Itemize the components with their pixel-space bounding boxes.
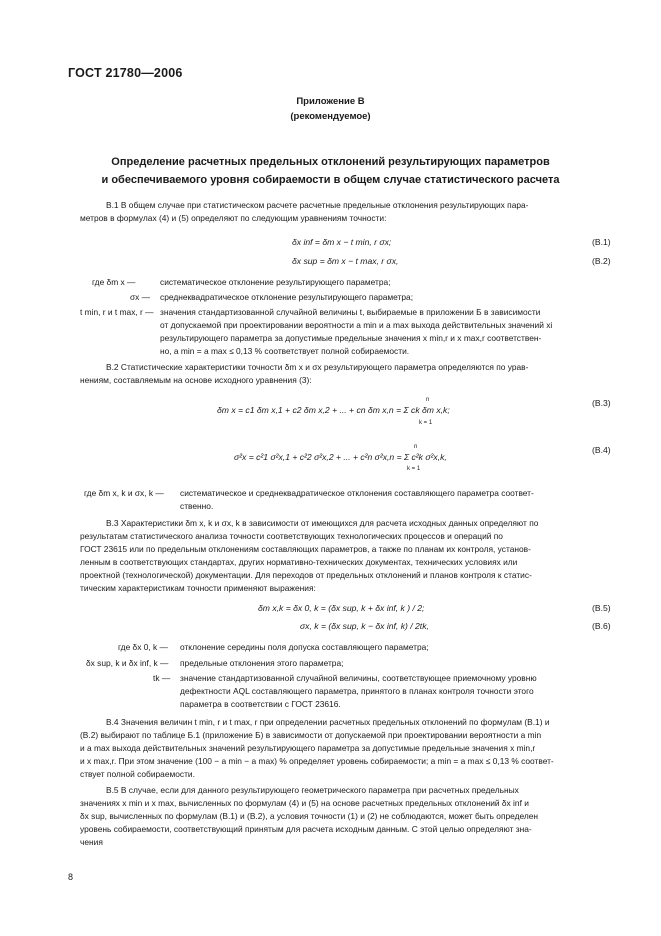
sum-upper-limit: n: [414, 444, 418, 450]
definition-text: но, a min = a max ≤ 0,13 % соответствует полной собираемости.: [160, 346, 410, 356]
definition-symbol: t min, r и t max, r —: [80, 307, 154, 317]
definition-text: отклонение середины поля допуска составляющего параметра;: [180, 642, 429, 652]
definition-symbol: σx —: [130, 292, 151, 302]
paragraph-b5-line: В.5 В случае, если для данного результирующего геометрического параметра при расчетных предельных: [106, 785, 519, 795]
equation-number: (В.3): [592, 398, 611, 408]
equation-b2: δx sup = δm x − t max, r σx,: [292, 256, 399, 266]
equation-number: (В.5): [592, 603, 611, 613]
definition-symbol: где δm x, k и σx, k —: [84, 488, 164, 498]
paragraph-b3-line: результатам статистического анализа точности соответствующих технологических процессов и операций по: [80, 531, 503, 541]
appendix-note: (рекомендуемое): [290, 111, 371, 122]
paragraph-b5-line: значениях x min и x max, вычисленных по формулам (4) и (5) на основе расчетных предельных отклонений δx inf и: [80, 798, 529, 808]
definition-text: значение стандартизованной случайной величины, соответствующее приемочному уровню: [180, 673, 537, 683]
section-title-line-2: и обеспечиваемого уровня собираемости в общем случае статистического расчета: [101, 174, 560, 186]
paragraph-b2-line: нениям, составляемым на основе исходного уравнения (3):: [80, 375, 312, 385]
paragraph-b3-line: проектной (технологической) документации. Для переходов от предельных отклонений и планов контроля к статис-: [80, 570, 532, 580]
paragraph-b1-line: В.1 В общем случае при статистическом расчете расчетные предельные отклонения результирующих пара-: [106, 200, 529, 210]
paragraph-b3-line: ГОСТ 23615 или по предельным отклонениям составляющих параметров, а также по планам их контроля, установ-: [80, 544, 531, 554]
definition-text: от допускаемой при проектировании вероятности a min и a max выхода действительных значений xi: [160, 320, 553, 330]
equation-b3: δm x = c1 δm x,1 + c2 δm x,2 + ... + cn δm x,n = Σ ck δm x,k;: [217, 405, 450, 415]
sum-lower-limit: k = 1: [419, 420, 433, 426]
definition-text: параметра в соответствии с ГОСТ 23616.: [180, 699, 341, 709]
paragraph-b5-line: δx sup, вычисленных по формулам (В.1) и (В.2), а условия точности (1) и (2) не соблюдаются, может быть определен: [80, 811, 539, 821]
definition-symbol: δx sup, k и δx inf, k —: [86, 658, 169, 668]
sum-upper-limit: n: [426, 397, 430, 403]
definition-text: дефектности AQL составляющего параметра, принятого в планах контроля точности этого: [180, 686, 534, 696]
equation-number: (В.6): [592, 621, 611, 631]
paragraph-b4-line: (В.2) выбирают по таблице Б.1 (приложение Б) в зависимости от допускаемой при проектировании вероятности a min: [80, 730, 542, 740]
paragraph-b4-line: ствует полной собираемости.: [80, 769, 195, 779]
paragraph-b3-line: В.3 Характеристики δm x, k и σx, k в зависимости от имеющихся для расчета исходных данных определяют по: [106, 518, 539, 528]
definition-text: результирующего параметра за допустимые предельные значения x min,r и x max,r соответствен-: [160, 333, 542, 343]
definition-text: систематическое и среднеквадратическое отклонения составляющего параметра соответ-: [180, 488, 534, 498]
definition-text: предельные отклонения этого параметра;: [180, 658, 344, 668]
definition-text: среднеквадратическое отклонение результирующего параметра;: [160, 292, 414, 302]
doc-code-header: ГОСТ 21780—2006: [68, 66, 183, 80]
paragraph-b4-line: и x max,r. При этом значение (100 − a min − a max) % определяет уровень собираемости; a min = a max ≤ 0,13 % соответ-: [80, 756, 554, 766]
paragraph-b3-line: ленным в соответствующих стандартах, других нормативно-технических документах, технических условиях или: [80, 557, 518, 567]
paragraph-b5-line: чения: [80, 837, 103, 847]
page-number: 8: [68, 872, 74, 882]
paragraph-b1-line: метров в формулах (4) и (5) определяют по следующим уравнениям точности:: [80, 213, 387, 223]
equation-number: (В.1): [592, 237, 611, 247]
definition-symbol: где δx 0, k —: [118, 642, 168, 652]
paragraph-b3-line: тическим характеристикам точности применяют выражения:: [80, 583, 316, 593]
paragraph-b5-line: уровень собираемости, соответствующий принятым для расчета исходным данным. С этой целью определяют зна-: [80, 824, 532, 834]
definition-text: систематическое отклонение результирующего параметра;: [160, 277, 391, 287]
definition-text: значения стандартизованной случайной величины t, выбираемые в приложении Б в зависимости: [160, 307, 541, 317]
equation-b4: σ²x = c²1 σ²x,1 + c²2 σ²x,2 + ... + c²n σ²x,n = Σ c²k σ²x,k,: [234, 452, 447, 462]
equation-b5: δm x,k = δx 0, k = (δx sup, k + δx inf, k ) / 2;: [258, 603, 425, 613]
sum-lower-limit: k = 1: [407, 466, 421, 472]
section-title-line-1: Определение расчетных предельных отклонений результирующих параметров: [111, 156, 550, 168]
equation-number: (В.2): [592, 256, 611, 266]
paragraph-b4-line: и a max выхода действительных значений результирующего параметра за допустимые предельные значения x min,r: [80, 743, 536, 753]
paragraph-b2-line: В.2 Статистические характеристики точности δm x и σx результирующего параметра определяются по урав-: [106, 362, 529, 372]
appendix-title: Приложение В: [296, 96, 365, 107]
equation-b6: σx, k = (δx sup, k − δx inf, k) / 2tk,: [300, 621, 429, 631]
equation-b1: δx inf = δm x − t min, r σx;: [292, 237, 392, 247]
definition-symbol: где δm x —: [92, 277, 136, 287]
definition-text: ственно.: [180, 501, 214, 511]
paragraph-b4-line: В.4 Значения величин t min, r и t max, r при определении расчетных предельных отклонений по формулам (В.1) и: [106, 717, 550, 727]
definition-symbol: tk —: [153, 673, 171, 683]
equation-number: (В.4): [592, 445, 611, 455]
